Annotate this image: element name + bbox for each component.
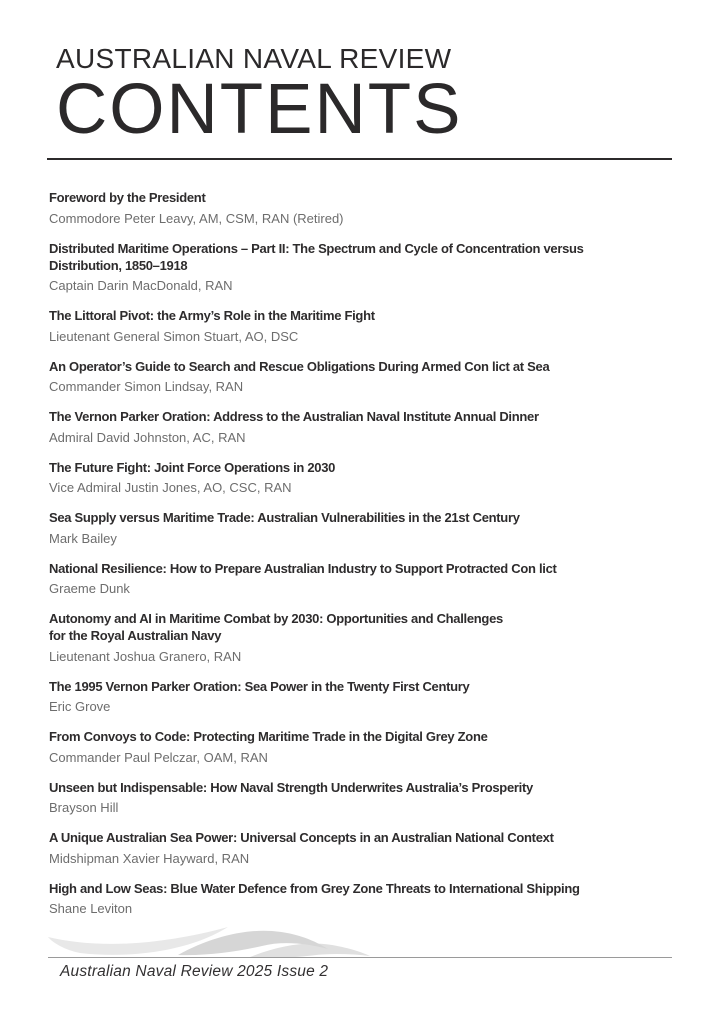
article-author: Commodore Peter Leavy, AM, CSM, RAN (Retired) (49, 210, 344, 226)
toc-list (49, 189, 672, 917)
article-title-line: The Vernon Parker Oration: Address to the Australian Naval Institute Annual Dinner (49, 409, 539, 424)
article-title-line: An Operator’s Guide to Search and Rescue Obligations During Armed Con lict at Sea (49, 358, 550, 374)
footer-journal-issue: Australian Naval Review 2025 Issue 2 (60, 963, 329, 980)
article-title-line: The 1995 Vernon Parker Oration: Sea Power in the Twenty First Century (49, 678, 470, 694)
article-author: Captain Darin MacDonald, RAN (49, 278, 233, 293)
toc-entry (49, 880, 672, 918)
article-author: Graeme Dunk (49, 581, 130, 596)
article-title-line: Autonomy and AI in Maritime Combat by 2030: Opportunities and Challenges (49, 611, 503, 626)
page-title: CONTENTS (56, 70, 463, 149)
article-author: Midshipman Xavier Hayward, RAN (49, 850, 250, 866)
article-title (49, 307, 672, 324)
article-title-line: Distributed Maritime Operations – Part II: The Spectrum and Cycle of Concentration versus (49, 240, 584, 256)
journal-title: AUSTRALIAN NAVAL REVIEW (56, 43, 452, 74)
toc-entry (49, 189, 672, 227)
article-author: Mark Bailey (49, 530, 117, 546)
article-author: Lieutenant General Simon Stuart, AO, DSC (49, 328, 299, 344)
article-title (49, 408, 672, 425)
article-title (49, 779, 672, 796)
article-title (49, 728, 672, 745)
article-title (49, 509, 672, 526)
article-author: Commander Simon Lindsay, RAN (49, 379, 244, 394)
article-author: Eric Grove (49, 699, 111, 714)
article-title-line: A Unique Australian Sea Power: Universal Concepts in an Australian National Context (49, 830, 554, 845)
toc-entry (49, 560, 672, 598)
article-title-line: High and Low Seas: Blue Water Defence from Grey Zone Threats to International Shipping (49, 880, 580, 896)
masthead (56, 43, 672, 149)
article-title-line: The Future Fight: Joint Force Operations in 2030 (49, 459, 336, 475)
toc-entry (49, 678, 672, 716)
toc-entry (49, 408, 672, 446)
article-title-line: Sea Supply versus Maritime Trade: Australian Vulnerabilities in the 21st Century (49, 510, 520, 525)
article-title-line: Distribution, 1850–1918 (49, 257, 188, 273)
article-title-line: The Littoral Pivot: the Army’s Role in the Maritime Fight (49, 308, 375, 323)
article-author: Vice Admiral Justin Jones, AO, CSC, RAN (49, 480, 292, 495)
article-title (49, 610, 672, 644)
article-title (49, 829, 672, 846)
article-title-line: Unseen but Indispensable: How Naval Strength Underwrites Australia’s Prosperity (49, 779, 533, 795)
article-title-line: National Resilience: How to Prepare Australian Industry to Support Protracted Con lict (49, 560, 557, 576)
header-rule (47, 158, 672, 160)
article-title (49, 560, 672, 577)
article-title (49, 358, 672, 375)
article-title (49, 189, 672, 206)
toc-entry (49, 779, 672, 817)
wave-graphic (40, 921, 372, 959)
toc-entry (49, 728, 672, 766)
article-title-line: for the Royal Australian Navy (49, 628, 222, 643)
toc-entry (49, 610, 672, 665)
article-title-line: From Convoys to Code: Protecting Maritime Trade in the Digital Grey Zone (49, 729, 488, 744)
toc-entry (49, 829, 672, 867)
article-title (49, 459, 672, 476)
page-footer (0, 918, 721, 1024)
article-title (49, 880, 672, 897)
toc-entry (49, 358, 672, 396)
footer-rule (48, 957, 672, 958)
article-author: Commander Paul Pelczar, OAM, RAN (49, 749, 268, 765)
article-title-line: Foreword by the President (49, 190, 206, 205)
article-author: Brayson Hill (49, 800, 119, 815)
toc-entry (49, 307, 672, 345)
toc-entry (49, 459, 672, 497)
toc-entry (49, 240, 672, 295)
article-author: Lieutenant Joshua Granero, RAN (49, 648, 242, 664)
article-title (49, 240, 672, 274)
article-title (49, 678, 672, 695)
article-author: Shane Leviton (49, 901, 133, 916)
article-author: Admiral David Johnston, AC, RAN (49, 429, 246, 445)
toc-entry (49, 509, 672, 547)
